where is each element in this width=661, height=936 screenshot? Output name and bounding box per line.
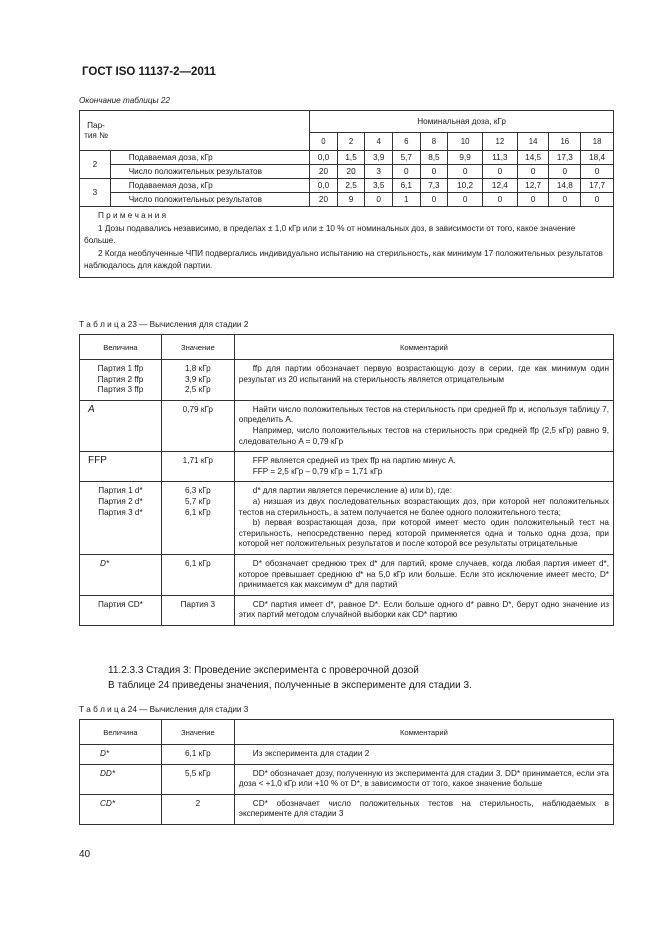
col-header-comment: Комментарий <box>234 720 613 745</box>
value-cell: 14,5 <box>517 151 549 165</box>
table-row <box>80 151 614 165</box>
col-header-quantity: Величина <box>80 335 162 360</box>
nominal-dose-cell: 4 <box>365 133 393 151</box>
value-cell: 0 <box>392 165 420 179</box>
table22 <box>79 110 614 278</box>
value-cell: 0 <box>581 165 614 179</box>
value-cell: 6,1 <box>392 179 420 193</box>
row-label-cell: Число положительных результатов <box>110 193 309 207</box>
value-cell: 17,3 <box>549 151 581 165</box>
table24-caption: Т а б л и ц а 24 — Вычисления для стадии 3 <box>79 705 249 714</box>
section-paragraph: В таблице 24 приведены значения, полученные в эксперименте для стадии 3. <box>108 680 472 691</box>
quantity-cell: CD* <box>80 794 162 824</box>
nominal-dose-cell: 18 <box>581 133 614 151</box>
party-number-cell: 2 <box>80 151 111 179</box>
nominal-dose-cell: 14 <box>517 133 549 151</box>
row-label-cell: Подаваемая доза, кГр <box>110 151 309 165</box>
value-cell: 0,0 <box>310 151 338 165</box>
comment-cell: CD* партия имеет d*, равное D*. Если больше одного d* равно D*, берут одно значение из этих партий методом случайной выборки как CD* партию <box>234 595 613 625</box>
table23 <box>79 334 614 626</box>
table-row <box>80 794 614 824</box>
comment-cell: Из эксперимента для стадии 2 <box>234 745 613 765</box>
value-cell: 0 <box>448 193 483 207</box>
party-number-cell: 3 <box>80 179 111 207</box>
page-number: 40 <box>79 849 91 860</box>
page-header-standard: ГОСТ ISO 11137-2—2011 <box>82 66 216 78</box>
value-cell: 6,1 кГр <box>161 554 234 595</box>
value-cell: 12,7 <box>517 179 549 193</box>
row-label-cell: Число положительных результатов <box>110 165 309 179</box>
value-cell: 9,9 <box>448 151 483 165</box>
value-cell: 20 <box>337 165 365 179</box>
nominal-dose-cell: 10 <box>448 133 483 151</box>
value-cell: 20 <box>310 193 338 207</box>
value-cell: 10,2 <box>448 179 483 193</box>
value-cell: 0,0 <box>310 179 338 193</box>
value-cell: 7,3 <box>420 179 448 193</box>
notes-title: П р и м е ч а н и я <box>98 211 167 220</box>
note-2: 2 Когда необлученные ЧПИ подвергались индивидуально испытанию на стерильность, как минимум 17 положительных результатов наблюдалось для каждой партии. <box>84 248 603 270</box>
value-cell: 3,9 <box>365 151 393 165</box>
table-row <box>80 193 614 207</box>
table22-notes <box>80 207 614 278</box>
nominal-dose-cell: 8 <box>420 133 448 151</box>
value-cell: 0 <box>420 165 448 179</box>
value-cell: 6,1 кГр <box>161 745 234 765</box>
table-row <box>80 745 614 765</box>
col-header-comment: Комментарий <box>234 335 613 360</box>
quantity-cell: D* <box>80 554 162 595</box>
value-cell: 0 <box>549 193 581 207</box>
value-cell: 8,5 <box>420 151 448 165</box>
value-cell: Партия 3 <box>161 595 234 625</box>
comment-cell: DD* обозначает дозу, полученную из эксперимента для стадии 3. DD* принимается, если эта доза < +1,0 кГр или +10 % от D*, в зависимости от того, какое значение больше <box>234 764 613 794</box>
value-cell: 18,4 <box>581 151 614 165</box>
table24 <box>79 719 614 825</box>
table-row <box>80 554 614 595</box>
value-cell: 0,79 кГр <box>161 400 234 451</box>
value-cell: 9 <box>337 193 365 207</box>
quantity-cell: Партия 1 d* Партия 2 d* Партия 3 d* <box>80 482 162 555</box>
table-row <box>80 400 614 451</box>
party-number-header: Пар- тия № <box>80 111 310 151</box>
nominal-dose-cell: 6 <box>392 133 420 151</box>
section-heading-11-2-3-3: 11.2.3.3 Стадия 3: Проведение эксперимента с проверочной дозой <box>108 665 419 676</box>
table-row <box>80 764 614 794</box>
value-cell: 1 <box>392 193 420 207</box>
value-cell: 0 <box>448 165 483 179</box>
comment-cell: d* для партии является перечисление a) или b), где: a) низшая из двух последовательных возрастающих доз, при которой нет положительных тестов на стерильность, а затем получается не более одного положительного теста; b) первая возрастающая доза, при которой имеет место один положительный тест на стерильность, непосредственно перед которой применяется одна и только одна доза, при которой нет положительных результатов и после которой все результаты отрицательные <box>234 482 613 555</box>
table23-caption: Т а б л и ц а 23 — Вычисления для стадии 2 <box>79 320 249 329</box>
nominal-dose-header: Номинальная доза, кГр <box>310 111 614 133</box>
value-cell: 1,5 <box>337 151 365 165</box>
quantity-cell: Партия 1 ffp Партия 2 ffp Партия 3 ffp <box>80 360 162 401</box>
value-cell: 0 <box>365 193 393 207</box>
table-row <box>80 482 614 555</box>
quantity-cell: FFP <box>80 452 162 482</box>
value-cell: 5,5 кГр <box>161 764 234 794</box>
comment-cell: D* обозначает среднюю трех d* для партий, кроме случаев, когда любая партия имеет d*, которое превышает среднюю d* на 5,0 кГр или больше. Если это исключение имеет место, D* принимается как максимум d* для партий <box>234 554 613 595</box>
value-cell: 17,7 <box>581 179 614 193</box>
value-cell: 12,4 <box>482 179 517 193</box>
value-cell: 0 <box>482 193 517 207</box>
value-cell: 20 <box>310 165 338 179</box>
table-row <box>80 360 614 401</box>
col-header-value: Значение <box>161 335 234 360</box>
value-cell: 0 <box>420 193 448 207</box>
nominal-dose-cell: 0 <box>310 133 338 151</box>
value-cell: 11,3 <box>482 151 517 165</box>
quantity-cell: Партия CD* <box>80 595 162 625</box>
value-cell: 14,8 <box>549 179 581 193</box>
note-1: 1 Дозы подавались независимо, в пределах ± 1,0 кГр или ± 10 % от номинальных доз, в зависимости от того, какое значение больше. <box>84 223 576 245</box>
quantity-cell: A <box>80 400 162 451</box>
value-cell: 3 <box>365 165 393 179</box>
table-row <box>80 452 614 482</box>
quantity-cell: D* <box>80 745 162 765</box>
nominal-dose-cell: 12 <box>482 133 517 151</box>
nominal-dose-cell: 16 <box>549 133 581 151</box>
value-cell: 0 <box>517 165 549 179</box>
value-cell: 0 <box>482 165 517 179</box>
comment-cell: FFP является средней из трех ffp на партию минус A. FFP = 2,5 кГр – 0,79 кГр = 1,71 кГр <box>234 452 613 482</box>
value-cell: 0 <box>517 193 549 207</box>
value-cell: 5,7 <box>392 151 420 165</box>
col-header-quantity: Величина <box>80 720 162 745</box>
value-cell: 2 <box>161 794 234 824</box>
comment-cell: ffp для партии обозначает первую возрастающую дозу в серии, где как минимум один результат из 20 испытаний на стерильность является отрицательным <box>234 360 613 401</box>
value-cell: 0 <box>549 165 581 179</box>
nominal-dose-cell: 2 <box>337 133 365 151</box>
value-cell: 3,5 <box>365 179 393 193</box>
quantity-cell: DD* <box>80 764 162 794</box>
table22-caption: Окончание таблицы 22 <box>79 96 170 105</box>
table-row <box>80 179 614 193</box>
row-label-cell: Подаваемая доза, кГр <box>110 179 309 193</box>
col-header-value: Значение <box>161 720 234 745</box>
comment-cell: Найти число положительных тестов на стерильность при средней ffp и, используя таблицу 7, определить A. Например, число положительных тестов на стерильность при средней ffp (2,5 кГр) равно 9, следовательно A = 0,79 кГр <box>234 400 613 451</box>
value-cell: 0 <box>581 193 614 207</box>
comment-cell: CD* обозначает число положительных тестов на стерильность, наблюдаемых в эксперименте для стадии 3 <box>234 794 613 824</box>
value-cell: 6,3 кГр 5,7 кГр 6,1 кГр <box>161 482 234 555</box>
value-cell: 1,71 кГр <box>161 452 234 482</box>
value-cell: 1,8 кГр 3,9 кГр 2,5 кГр <box>161 360 234 401</box>
table-row <box>80 595 614 625</box>
value-cell: 2,5 <box>337 179 365 193</box>
table-row <box>80 165 614 179</box>
